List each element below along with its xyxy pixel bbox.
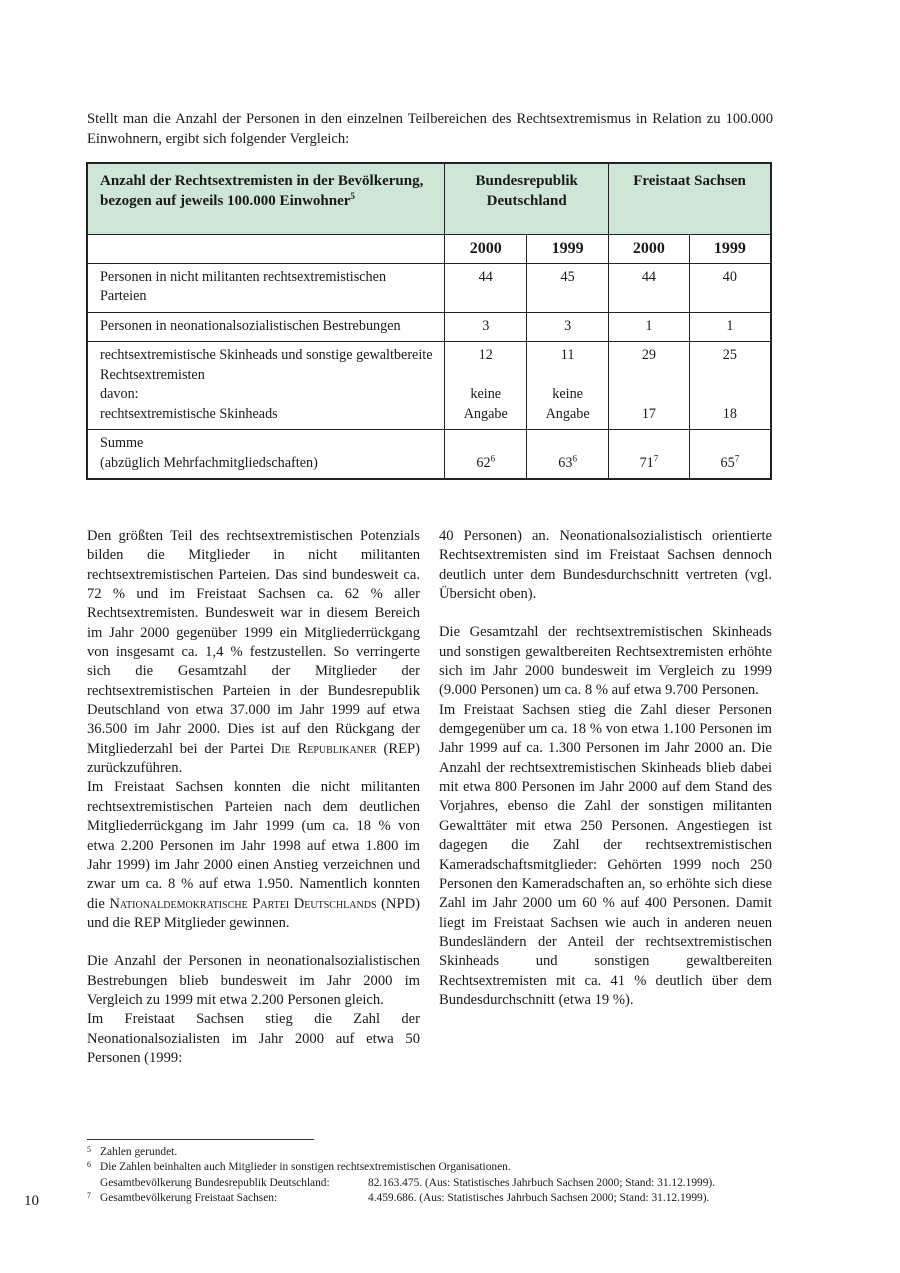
sum-value: $65^7$	[689, 430, 771, 480]
sub-value: 18	[722, 405, 737, 422]
intro-paragraph: Stellt man die Anzahl der Personen in den einzelnen Teilbereichen des Rechtsextremismus in Relation zu 100.000 Einwohnern, ergibt sich folgender Vergleich:	[87, 111, 773, 147]
paragraph: Die Anzahl der Personen in neonationalsozialistischen Bestrebungen blieb bundesweit im Jahr 2000 im Vergleich zu 1999 mit etwa 2.200 Personen gleich.	[87, 953, 420, 1008]
table-row	[87, 342, 771, 430]
column-group-sachsen: Freistaat Sachsen	[609, 163, 771, 235]
main-value: 25	[722, 347, 737, 363]
cell-value: 44	[609, 263, 690, 312]
footnote-mark: 7	[87, 1190, 91, 1200]
party-name-rep: Die Republikaner	[270, 740, 377, 757]
paragraph: Im Freistaat Sachsen stieg die Zahl dieser Personen demgegenüber um ca. 18 % von etwa 1.100 Personen im Jahr 1999 auf ca. 1.300 Personen im Jahr 2000 an. Die Anzahl der rechtsextremistischen Skinheads blieb dabei mit etwa 800 Personen im Jahr 2000 auf dem Stand des Vorjahres, ebenso die Zahl der sonstigen militanten Gewalttäter mit etwa 250 Personen. Angestiegen ist dagegen die Zahl der rechtsextremistischen Kameradschaftsmitglieder: Gehörten 1999 noch 250 Personen den Kameradschaften an, so erhöhte sich diese Zahl im Jahr 2000 um 60 % auf 400 Personen. Damit liegt im Freistaat Sachsen wie auch in anderen neuen Bundesländern der Anteil der rechtsextremistischen Skinheads und sonstigen gewaltbereiten Rechtsextremisten mit ca. 41 % deutlich über dem Bundesdurchschnitt (etwa 19 %).	[439, 701, 772, 1008]
row-label-main: rechtsextremistische Skinheads und sonstige gewaltbereite Rechtsextremisten	[100, 347, 433, 383]
cell-value: 1	[689, 312, 771, 342]
right-text-column	[439, 527, 772, 1010]
comparison-table	[86, 162, 772, 480]
row-label: Personen in nicht militanten rechtsextremistischen Parteien	[87, 263, 445, 312]
sum-value: $71^7$	[609, 430, 690, 480]
row-label	[87, 342, 445, 430]
sub-value: keine Angabe	[463, 386, 508, 422]
year-header: 2000	[445, 235, 527, 264]
column-group-brd: Bundesrepublik Deutschland	[445, 163, 609, 235]
year-row-empty	[87, 235, 445, 264]
cell-value: 44	[445, 263, 527, 312]
cell-value	[689, 342, 771, 430]
cell-value	[609, 342, 690, 430]
row-sub-label-1: davon:	[100, 386, 139, 402]
left-text-column	[87, 527, 420, 1068]
cell-value	[527, 342, 609, 430]
sum-row	[87, 430, 771, 480]
footnote-6-line-2: Gesamtbevölkerung Bundesrepublik Deutschland: 82.163.475. (Aus: Statistisches Jahrbuch Sachsen 2000; Stand: 31.12.1999).	[100, 1176, 716, 1189]
sum-value: $62^6$	[445, 430, 527, 480]
table-row	[87, 263, 771, 312]
paragraph: Die Gesamtzahl der rechtsextremistischen Skinheads und sonstigen gewaltbereiten Rechtsextremisten erhöhte sich im Jahr 2000 bundesweit im Vergleich zu 1999 (9.000 Personen) um ca. 8 % auf etwa 9.700 Personen.	[439, 624, 772, 699]
footnote-mark: 5	[87, 1145, 91, 1154]
sum-label-line-2: (abzüglich Mehrfachmitgliedschaften)	[100, 454, 318, 471]
main-value: 29	[641, 347, 656, 363]
sum-label	[87, 430, 445, 480]
cell-value: 1	[609, 312, 690, 342]
footnotes	[87, 1145, 767, 1206]
year-header: 1999	[689, 235, 771, 264]
main-value: 11	[560, 347, 575, 363]
paragraph: Im Freistaat Sachsen konnten die nicht militanten rechtsextremistischen Parteien nach dem deutlichen Mitgliederrückgang im Jahr 1999 (um ca. 18 % von etwa 2.200 Personen im Jahr 1998 auf etwa 1.800 im Jahr 1999) im Jahr 2000 einen Anstieg verzeichnen und zwar um ca. 8 % auf etwa 1.950. Namentlich konnten die Nationaldemokratische Partei Deutschlands (NPD) und die REP Mitglieder gewinnen.	[87, 779, 420, 931]
sub-value: keine Angabe	[545, 386, 590, 422]
paragraph: Im Freistaat Sachsen stieg die Zahl der Neonationalsozialisten im Jahr 2000 auf etwa 50 Personen (1999:	[87, 1011, 420, 1066]
footnote-6: 6 Die Zahlen beinhalten auch Mitglieder in sonstigen rechtsextremistischen Organisationen.	[87, 1160, 767, 1175]
cell-value: 40	[689, 263, 771, 312]
paragraph: Den größten Teil des rechtsextremistischen Potenzials bilden die Mitglieder in nicht militanten rechtsextremistischen Parteien. Das sind bundesweit ca. 72 % und im Freistaat Sachsen ca. 62 % aller Rechtsextremisten. Bundesweit war in diesem Bereich im Jahr 2000 gegenüber 1999 ein Mitgliederrückgang von insgesamt ca. 1,4 % festzustellen. So verringerte sich die Gesamtzahl der Mitglieder der rechtsextremistischen Parteien in der Bundesrepublik Deutschland von etwa 37.000 im Jahr 1999 auf etwa 36.500 im Jahr 2000. Dies ist auf den Rückgang der Mitgliederzahl bei der Partei Die Republikaner (REP) zurückzuführen.	[87, 528, 420, 777]
table-header-label: Anzahl der Rechtsextremisten in der Bevölkerung, bezogen auf jeweils 100.000 Einwohner$^5$	[87, 163, 445, 235]
main-value: 12	[478, 347, 493, 363]
year-header: 2000	[609, 235, 690, 264]
row-sub-label-2: rechtsextremistische Skinheads	[100, 405, 278, 422]
row-label: Personen in neonationalsozialistischen Bestrebungen	[87, 312, 445, 342]
footnote-mark: 6	[87, 1160, 91, 1170]
cell-value	[445, 342, 527, 430]
paragraph: 40 Personen) an. Neonationalsozialistisch orientierte Rechtsextremisten sind im Freistaat Sachsen dennoch deutlich unter dem Bundesdurchschnitt vertreten (vgl. Übersicht oben).	[439, 528, 772, 603]
footnote-7: 7 Gesamtbevölkerung Freistaat Sachsen: 4.459.686. (Aus: Statistisches Jahrbuch Sachsen 2000; Stand: 31.12.1999).	[87, 1191, 767, 1206]
table-header-row	[87, 163, 771, 235]
cell-value: 3	[445, 312, 527, 342]
year-header: 1999	[527, 235, 609, 264]
sub-value: 17	[641, 405, 656, 422]
year-row	[87, 235, 771, 264]
footnote-divider	[87, 1139, 314, 1140]
sum-value: $63^6$	[527, 430, 609, 480]
sum-label-line-1: Summe	[100, 435, 144, 451]
cell-value: 45	[527, 263, 609, 312]
party-name-npd: Nationaldemokratische Partei Deutschlands	[109, 895, 377, 912]
table-row	[87, 312, 771, 342]
footnote-5: 5 Zahlen gerundet.	[87, 1145, 767, 1160]
page-number: 10	[24, 1193, 39, 1209]
cell-value: 3	[527, 312, 609, 342]
